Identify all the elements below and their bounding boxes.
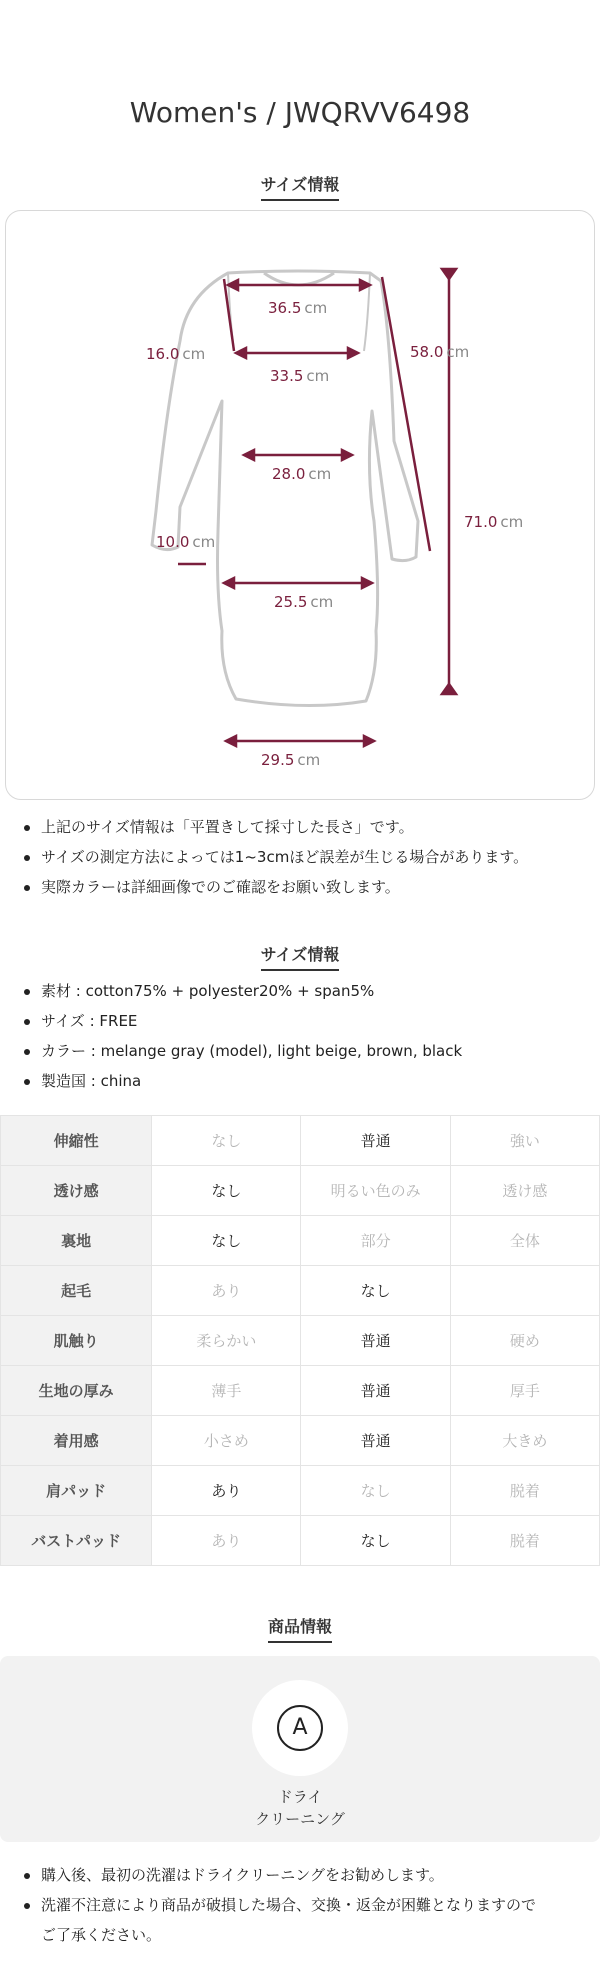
hip-arrow-right bbox=[362, 578, 372, 588]
attribute-label: バストパッド bbox=[1, 1516, 152, 1566]
attribute-option: 硬め bbox=[450, 1316, 599, 1366]
shoulder-value: 36.5 bbox=[268, 299, 302, 317]
attribute-option: なし bbox=[301, 1266, 450, 1316]
list-item-continuation: ご了承ください。 bbox=[41, 1926, 162, 1944]
attribute-option: 厚手 bbox=[450, 1366, 599, 1416]
care-notes bbox=[22, 1860, 582, 1950]
waist-unit: cm bbox=[308, 465, 332, 483]
attribute-label: 透け感 bbox=[1, 1166, 152, 1216]
armhole-measure bbox=[146, 345, 205, 363]
waist-arrow-right bbox=[342, 450, 352, 460]
hip-arrow-left bbox=[224, 578, 234, 588]
table-row bbox=[1, 1316, 600, 1366]
attribute-option: 強い bbox=[450, 1116, 599, 1166]
armhole-value: 16.0 bbox=[146, 345, 180, 363]
attribute-option: 普通 bbox=[301, 1366, 450, 1416]
chest-arrow-right bbox=[348, 348, 358, 358]
length-value: 71.0 bbox=[464, 513, 498, 531]
product-spec-list bbox=[22, 976, 582, 1096]
attribute-option: 明るい色のみ bbox=[301, 1166, 450, 1216]
waist-value: 28.0 bbox=[272, 465, 306, 483]
product-info-heading bbox=[0, 1614, 600, 1643]
attribute-option: 普通 bbox=[301, 1416, 450, 1466]
attribute-option: 薄手 bbox=[152, 1366, 301, 1416]
chest-arrow-left bbox=[236, 348, 246, 358]
table-row bbox=[1, 1366, 600, 1416]
attribute-label: 肩パッド bbox=[1, 1466, 152, 1516]
table-row bbox=[1, 1466, 600, 1516]
care-label bbox=[0, 1786, 600, 1830]
cuff-value: 10.0 bbox=[156, 533, 190, 551]
attribute-option: なし bbox=[152, 1216, 301, 1266]
table-row bbox=[1, 1116, 600, 1166]
attribute-option: 小さめ bbox=[152, 1416, 301, 1466]
product-spec-heading-text: サイズ情報 bbox=[261, 942, 340, 971]
size-notes bbox=[22, 812, 582, 902]
armhole-unit: cm bbox=[182, 345, 206, 363]
chest-unit: cm bbox=[306, 367, 330, 385]
page-title: Women's / JWQRVV6498 bbox=[129, 96, 471, 129]
hip-unit: cm bbox=[310, 593, 334, 611]
hem-arrow-right bbox=[364, 736, 374, 746]
sleeve-line bbox=[382, 277, 430, 551]
product-spec-heading bbox=[0, 942, 600, 971]
sleeve-value: 58.0 bbox=[410, 343, 444, 361]
chest-measure bbox=[270, 367, 329, 385]
hem-value: 29.5 bbox=[261, 751, 295, 769]
hip-value: 25.5 bbox=[274, 593, 308, 611]
care-icon-circle bbox=[252, 1680, 348, 1776]
length-arrow-bottom bbox=[442, 684, 456, 694]
attribute-label: 裏地 bbox=[1, 1216, 152, 1266]
dry-clean-icon: A bbox=[277, 1705, 323, 1751]
length-unit: cm bbox=[500, 513, 524, 531]
shoulder-measure bbox=[268, 299, 327, 317]
product-info-heading-text: 商品情報 bbox=[268, 1614, 332, 1643]
neckline bbox=[264, 273, 334, 285]
list-item: 上記のサイズ情報は「平置きして採寸した長さ」です。 bbox=[22, 812, 582, 842]
length-measure bbox=[464, 513, 523, 531]
attribute-option: 普通 bbox=[301, 1316, 450, 1366]
care-instructions-panel bbox=[0, 1656, 600, 1842]
attribute-option: あり bbox=[152, 1266, 301, 1316]
list-item: 購入後、最初の洗濯はドライクリーニングをお勧めします。 bbox=[22, 1860, 582, 1890]
cuff-measure bbox=[156, 533, 215, 551]
size-diagram bbox=[5, 210, 595, 800]
attribute-option: 全体 bbox=[450, 1216, 599, 1266]
care-label-line2: クリーニング bbox=[255, 1810, 345, 1828]
table-row bbox=[1, 1516, 600, 1566]
size-info-heading-text: サイズ情報 bbox=[261, 172, 340, 201]
attribute-label: 着用感 bbox=[1, 1416, 152, 1466]
hem-arrow-left bbox=[226, 736, 236, 746]
sleeve-measure bbox=[410, 343, 469, 361]
sleeve-unit: cm bbox=[446, 343, 470, 361]
attribute-option: なし bbox=[301, 1516, 450, 1566]
attribute-label: 生地の厚み bbox=[1, 1366, 152, 1416]
attribute-option: 脱着 bbox=[450, 1516, 599, 1566]
attribute-option: なし bbox=[301, 1466, 450, 1516]
hem-unit: cm bbox=[297, 751, 321, 769]
fabric-attributes-table bbox=[0, 1115, 600, 1566]
chest-value: 33.5 bbox=[270, 367, 304, 385]
list-item: カラー : melange gray (model), light beige, brown, black bbox=[22, 1036, 582, 1066]
attribute-option: あり bbox=[152, 1516, 301, 1566]
table-row bbox=[1, 1266, 600, 1316]
attribute-label: 伸縮性 bbox=[1, 1116, 152, 1166]
waist-arrow-left bbox=[244, 450, 254, 460]
table-row bbox=[1, 1166, 600, 1216]
hip-measure bbox=[274, 593, 333, 611]
list-item: 製造国 : china bbox=[22, 1066, 582, 1096]
care-label-line1: ドライ bbox=[277, 1788, 323, 1806]
attribute-label: 肌触り bbox=[1, 1316, 152, 1366]
waist-measure bbox=[272, 465, 331, 483]
attribute-option: 部分 bbox=[301, 1216, 450, 1266]
list-item: 素材 : cotton75% + polyester20% + span5% bbox=[22, 976, 582, 1006]
attribute-option: 透け感 bbox=[450, 1166, 599, 1216]
size-info-heading bbox=[0, 172, 600, 201]
list-item: 洗濯不注意により商品が破損した場合、交換・返金が困難となりますので bbox=[22, 1890, 582, 1920]
dress-outline bbox=[152, 271, 418, 706]
attribute-option: あり bbox=[152, 1466, 301, 1516]
attribute-label: 起毛 bbox=[1, 1266, 152, 1316]
cuff-unit: cm bbox=[192, 533, 216, 551]
attribute-option: 柔らかい bbox=[152, 1316, 301, 1366]
hem-measure bbox=[261, 751, 320, 769]
list-item: サイズ : FREE bbox=[22, 1006, 582, 1036]
table-row bbox=[1, 1216, 600, 1266]
attribute-option: なし bbox=[152, 1166, 301, 1216]
list-item: 実際カラーは詳細画像でのご確認をお願い致します。 bbox=[22, 872, 582, 902]
table-row bbox=[1, 1416, 600, 1466]
list-item: サイズの測定方法によっては1~3cmほど誤差が生じる場合があります。 bbox=[22, 842, 582, 872]
attribute-option: 脱着 bbox=[450, 1466, 599, 1516]
shoulder-unit: cm bbox=[304, 299, 328, 317]
attribute-option bbox=[450, 1266, 599, 1316]
length-arrow-top bbox=[442, 269, 456, 279]
attribute-option: 大きめ bbox=[450, 1416, 599, 1466]
attribute-option: なし bbox=[152, 1116, 301, 1166]
attribute-option: 普通 bbox=[301, 1116, 450, 1166]
